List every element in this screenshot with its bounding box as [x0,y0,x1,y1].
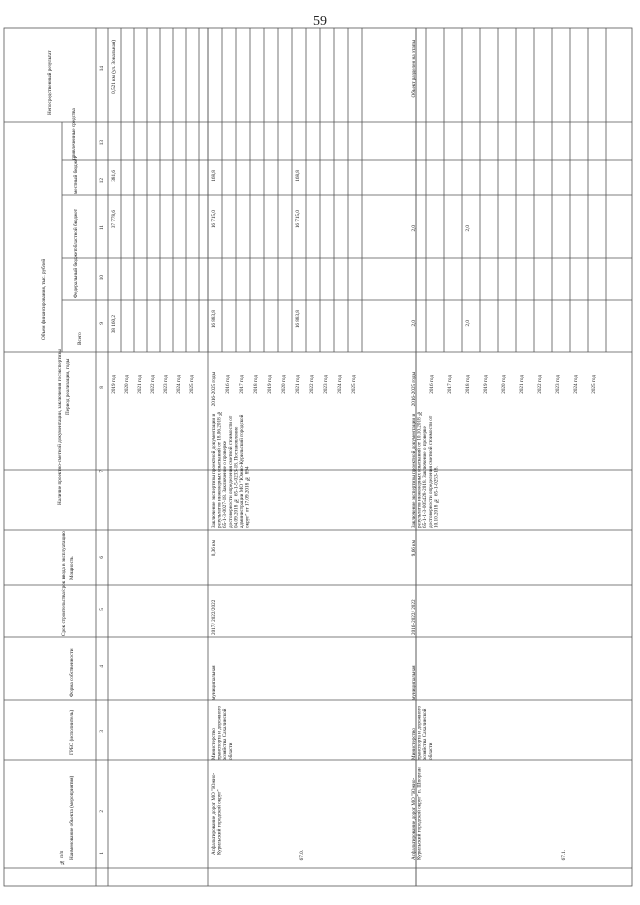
colnum-11: 11 [99,225,105,230]
obj671-period: 2016-2025 годы [411,372,417,407]
colnum-6: 6 [99,556,105,559]
obj670-year-2019: 2019 год [267,375,273,394]
obj671-y2018-total: 2,0 [465,320,471,327]
header-extra: привлеченные средства [71,108,77,160]
header-ownership: Форма собственности [69,648,75,697]
colnum-13: 13 [99,140,105,146]
header-total: Всего [77,332,83,345]
colnum-8: 8 [99,386,105,389]
obj670-reg: 16 715,0 [211,210,217,229]
obj671-year-2018: 2018 год [465,375,471,394]
colnum-14: 14 [99,66,105,72]
obj670-y2021-total: 16 883,8 [295,310,301,329]
obj670-term: 2017/ 2022/2022 [211,599,217,635]
obj670-docs: Заключение экспертизы проектной документации и результатов инженерных изысканий от 18.06.2018 № 65-1-3-0027-18. Заключение о проверке достоверности определения сметной стоимости от 04.09.2018 № 65-1-5-0233-18. Постановление администрации МО "Южно-Курильский городской округ" от 17.09.2018 № 894 [211,410,251,528]
obj670-year-2025: 2025 год [351,375,357,394]
obj670-ownership: муниципальная [211,665,217,700]
obj671-reg: 2,0 [411,225,417,232]
obj671-year-2020: 2020 год [501,375,507,394]
obj670-year-2022: 2022 год [309,375,315,394]
top-year-2025: 2025 год [189,375,195,394]
top-year-2022: 2022 год [150,375,156,394]
obj670-num: 67.0. [299,850,305,861]
page-number: 59 [313,14,327,29]
top-reg: 37 778,6 [111,210,117,229]
header-fed: Федеральный бюджет [73,249,79,298]
obj671-name: Асфальтирование дорог МО "Южно-Курильский городской округ" п. Шпорган [411,767,423,860]
obj671-year-2021: 2021 год [519,375,525,394]
header-term: Срок строительства/срок ввода в эксплуатацию [61,531,67,636]
obj670-year-2017: 2017 год [239,375,245,394]
obj671-num: 67.1. [561,850,567,861]
top-total: 38 160,2 [111,315,117,334]
obj670-year-2021: 2021 год [295,375,301,394]
header-grbs: ГРБС (исполнитель) [69,709,75,755]
obj670-local: 168,8 [211,170,217,182]
obj671-grbs: Министерство транспорта и дорожного хозяйства Сахалинской области [411,705,434,760]
header-funding: Объем финансирования, тыс. рублей [41,258,47,340]
colnum-3: 3 [99,730,105,733]
obj670-total: 16 883,8 [211,310,217,329]
top-result: 0,521 км (ул. Зональная) [111,40,117,94]
obj671-year-2019: 2019 год [483,375,489,394]
obj671-year-2016: 2016 год [429,375,435,394]
colnum-12: 12 [99,178,105,184]
obj671-year-2022: 2022 год [537,375,543,394]
header-docs: Наличие проектно-сметной документации, заключения госэкспертизы [57,349,63,505]
header-period: Период реализации, годы [65,358,71,415]
header-reg: областной бюджет [73,209,79,250]
obj670-name: Асфальтирование дорог МО "Южно-Курильский городской округ" [211,772,223,855]
header-capacity: Мощность [69,556,75,580]
obj671-year-2023: 2023 год [555,375,561,394]
obj671-ownership: муниципальная [411,665,417,700]
top-year-2024: 2024 год [176,375,182,394]
obj671-year-2024: 2024 год [573,375,579,394]
obj671-year-2017: 2017 год [447,375,453,394]
obj670-year-2023: 2023 год [323,375,329,394]
obj671-year-2025: 2025 год [591,375,597,394]
colnum-1: 1 [99,852,105,855]
obj670-capacity: 0,36 км [211,540,217,557]
colnum-7: 7 [99,470,105,473]
top-period: 2019 год [111,375,117,394]
obj671-total: 2,0 [411,320,417,327]
colnum-9: 9 [99,322,105,325]
obj671-docs: Заключение экспертизы проектной документации и результатов инженерных изысканий от 10.10.2018 № 65-1-1-3-005428-2018. Заключение о проверке достоверности определения сметной стоимости от 10.10.2018 № 65-1-0253-18. [411,410,440,528]
obj670-period: 2016-2025 годы [211,372,217,407]
colnum-2: 2 [99,810,105,813]
header-name: Наименование объекта (мероприятия) [69,775,75,860]
obj671-result: Объект разделен на этапы [411,40,417,98]
top-year-2023: 2023 год [163,375,169,394]
obj670-y2021-local: 168,8 [295,170,301,182]
top-year-2021: 2021 год [137,375,143,394]
colnum-5: 5 [99,608,105,611]
colnum-10: 10 [99,275,105,281]
obj671-term: 2016-2022/ 2022 [411,599,417,635]
header-local: местный бюджет [73,156,79,194]
obj671-capacity: 9,66 км [411,540,417,557]
colnum-4: 4 [99,665,105,668]
obj670-year-2016: 2016 год [225,375,231,394]
obj670-year-2024: 2024 год [337,375,343,394]
top-local: 381,6 [111,170,117,182]
obj671-y2018-reg: 2,0 [465,225,471,232]
header-num: № п/п [59,850,65,865]
obj670-year-2020: 2020 год [281,375,287,394]
top-year-2020: 2020 год [124,375,130,394]
obj670-y2021-reg: 16 715,0 [295,210,301,229]
obj670-year-2018: 2018 год [253,375,259,394]
obj670-grbs: Министерство транспорта и дорожного хозяйства Сахалинской области [211,705,234,760]
header-result: Непосредственный результат [47,50,53,115]
